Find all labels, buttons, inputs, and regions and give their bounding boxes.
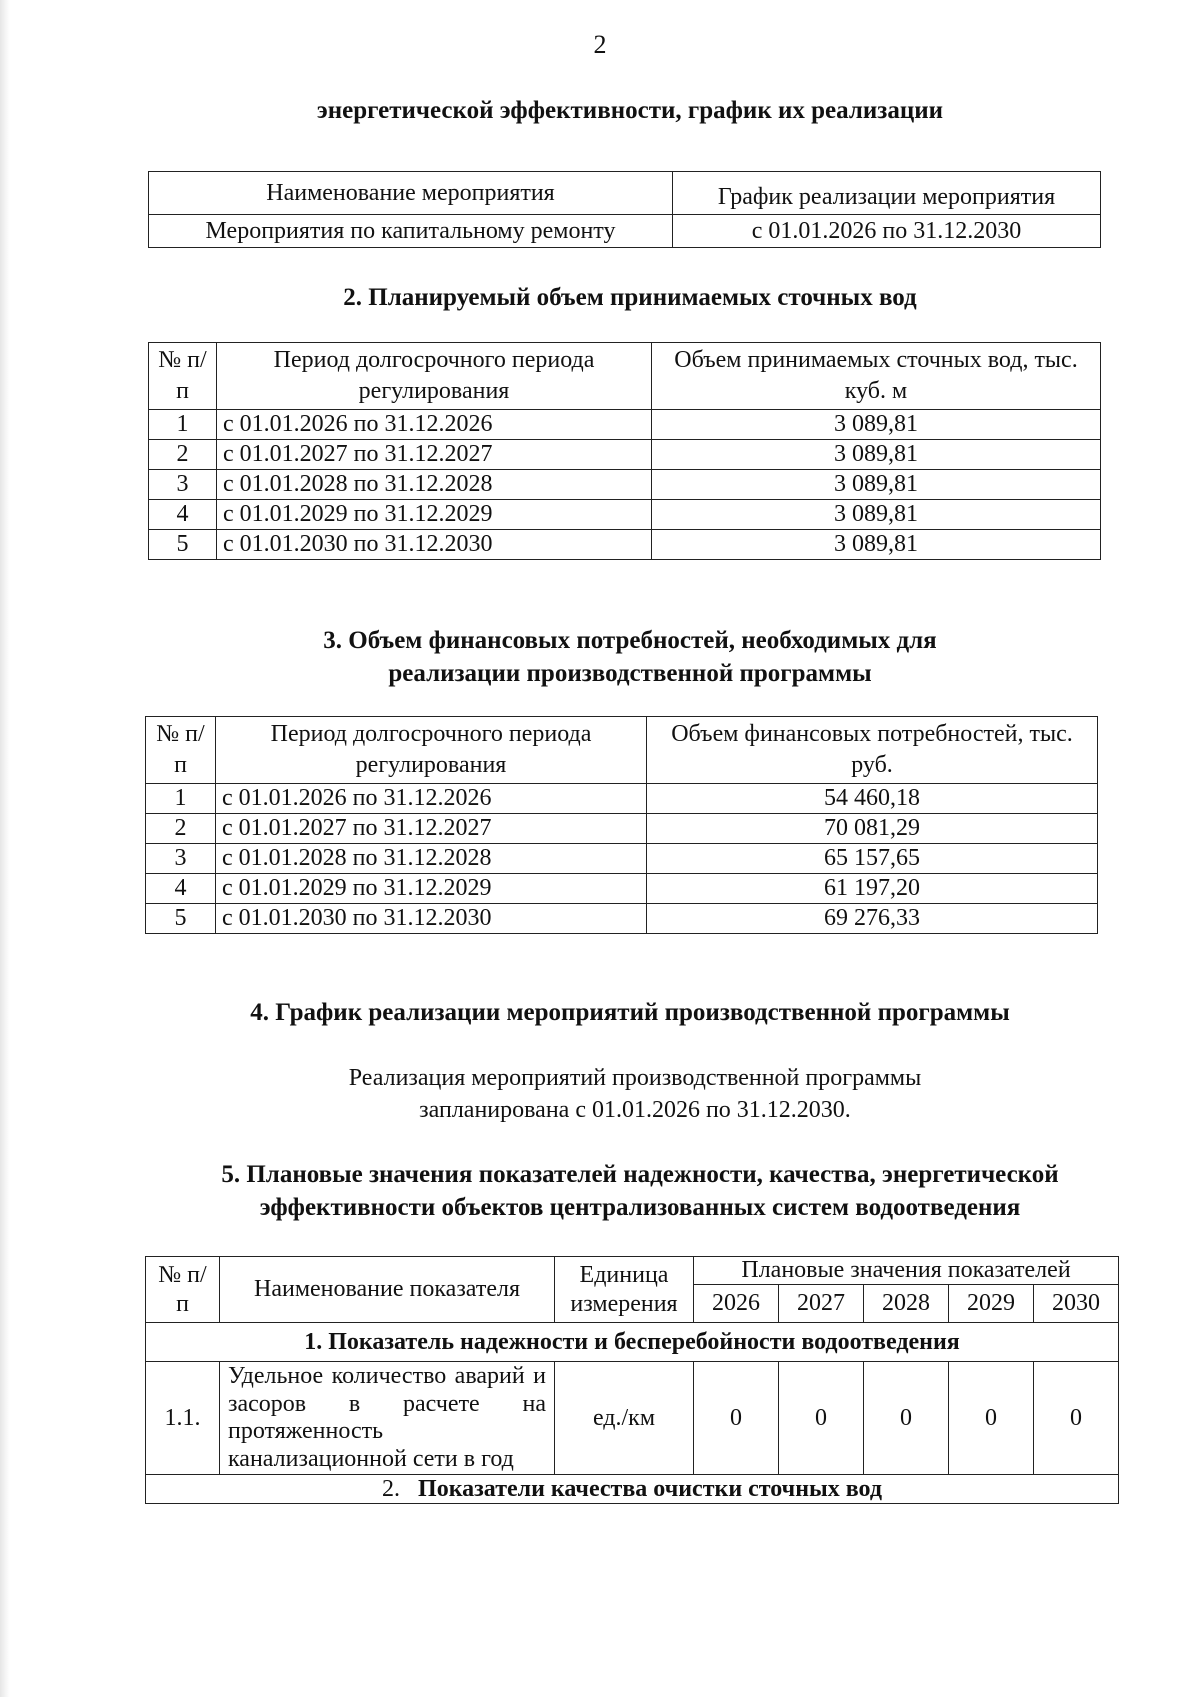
wastewater-volume-table — [148, 342, 1101, 560]
row-number: 1.1. — [146, 1362, 220, 1475]
value-cell: 65 157,65 — [647, 844, 1098, 874]
period-cell: с 01.01.2027 по 31.12.2027 — [217, 440, 652, 470]
group-row — [146, 1323, 1119, 1362]
header-cell: График реализации мероприятия — [673, 172, 1101, 215]
table-row — [149, 215, 1101, 248]
unit-cell: ед./км — [555, 1362, 694, 1475]
table-row — [149, 500, 1101, 530]
period-cell: с 01.01.2029 по 31.12.2029 — [217, 500, 652, 530]
section4-text-line1: Реализация мероприятий производственной программы — [348, 1065, 922, 1091]
value-cell: 0 — [1034, 1362, 1119, 1475]
page-edge-shadow — [0, 0, 10, 1697]
table-row — [149, 410, 1101, 440]
table-row — [146, 784, 1098, 814]
period-cell: с 01.01.2028 по 31.12.2028 — [217, 470, 652, 500]
table-header-row — [146, 717, 1098, 784]
section5-heading — [140, 1158, 1140, 1224]
section4-heading: 4. График реализации мероприятий производственной программы — [250, 999, 1010, 1026]
group-number: 2. — [382, 1476, 401, 1502]
header-cell: Период долгосрочного периода регулирования — [217, 343, 652, 410]
header-year-cell: 2028 — [864, 1285, 949, 1323]
indicator-name-cell: Удельное количество аварий и засоров в расчете на протяженность канализационной сети в год — [220, 1362, 555, 1475]
header-cell: Период долгосрочного периода регулирования — [216, 717, 647, 784]
value-cell: 54 460,18 — [647, 784, 1098, 814]
header-cell-name: Наименование показателя — [220, 1257, 555, 1323]
period-cell: с 01.01.2027 по 31.12.2027 — [216, 814, 647, 844]
header-cell: № п/п — [146, 717, 216, 784]
value-cell: 3 089,81 — [652, 470, 1101, 500]
value-cell: 0 — [779, 1362, 864, 1475]
table-row — [146, 904, 1098, 934]
row-number: 1 — [146, 784, 216, 814]
period-cell: с 01.01.2030 по 31.12.2030 — [216, 904, 647, 934]
header-cell: Объем финансовых потребностей, тыс. руб. — [647, 717, 1098, 784]
table-cell: Мероприятия по капитальному ремонту — [149, 215, 673, 248]
header-cell: № п/п — [149, 343, 217, 410]
section2-heading: 2. Планируемый объем принимаемых сточных вод — [343, 284, 917, 311]
group-heading-cell — [146, 1475, 1119, 1504]
indicators-table — [145, 1256, 1119, 1504]
header-year-cell: 2029 — [949, 1285, 1034, 1323]
header-year-cell: 2027 — [779, 1285, 864, 1323]
table-header-row — [149, 343, 1101, 410]
row-number: 4 — [146, 874, 216, 904]
group-heading-cell: 1. Показатель надежности и бесперебойности водоотведения — [146, 1323, 1119, 1362]
period-cell: с 01.01.2026 по 31.12.2026 — [216, 784, 647, 814]
table-row — [149, 440, 1101, 470]
row-number: 3 — [146, 844, 216, 874]
header-cell-num: № п/п — [146, 1257, 220, 1323]
row-number: 5 — [146, 904, 216, 934]
table-header-row — [149, 172, 1101, 215]
group-title: Показатели качества очистки сточных вод — [418, 1476, 882, 1502]
section3-heading-line2: реализации производственной программы — [388, 660, 872, 687]
row-number: 1 — [149, 410, 217, 440]
header-year-cell: 2026 — [694, 1285, 779, 1323]
header-cell: Объем принимаемых сточных вод, тыс. куб. м — [652, 343, 1101, 410]
table-row — [146, 844, 1098, 874]
section4-text — [200, 1062, 1070, 1126]
table-row — [146, 814, 1098, 844]
section5-heading-line2: эффективности объектов централизованных систем водоотведения — [259, 1194, 1021, 1221]
period-cell: с 01.01.2028 по 31.12.2028 — [216, 844, 647, 874]
section4-text-line2: запланирована с 01.01.2026 по 31.12.2030. — [419, 1097, 851, 1123]
value-cell: 3 089,81 — [652, 530, 1101, 560]
measures-table — [148, 171, 1101, 248]
table-cell: с 01.01.2026 по 31.12.2030 — [673, 215, 1101, 248]
period-cell: с 01.01.2026 по 31.12.2026 — [217, 410, 652, 440]
value-cell: 0 — [694, 1362, 779, 1475]
value-cell: 3 089,81 — [652, 440, 1101, 470]
header-year-cell: 2030 — [1034, 1285, 1119, 1323]
value-cell: 61 197,20 — [647, 874, 1098, 904]
page-number: 2 — [593, 30, 607, 59]
row-number: 2 — [146, 814, 216, 844]
financial-needs-table — [145, 716, 1098, 934]
header-cell-planned: Плановые значения показателей — [694, 1257, 1119, 1285]
group-row — [146, 1475, 1119, 1504]
table-row — [149, 530, 1101, 560]
table-header-row — [146, 1257, 1119, 1285]
table-row — [146, 1362, 1119, 1475]
row-number: 2 — [149, 440, 217, 470]
value-cell: 3 089,81 — [652, 500, 1101, 530]
header-cell-unit: Единица измерения — [555, 1257, 694, 1323]
section3-heading-line1: 3. Объем финансовых потребностей, необходимых для — [323, 627, 937, 654]
section3-heading — [130, 624, 1130, 690]
period-cell: с 01.01.2029 по 31.12.2029 — [216, 874, 647, 904]
period-cell: с 01.01.2030 по 31.12.2030 — [217, 530, 652, 560]
value-cell: 70 081,29 — [647, 814, 1098, 844]
section1-heading: энергетической эффективности, график их реализации — [316, 97, 944, 124]
value-cell: 69 276,33 — [647, 904, 1098, 934]
value-cell: 3 089,81 — [652, 410, 1101, 440]
row-number: 3 — [149, 470, 217, 500]
header-cell: Наименование мероприятия — [149, 172, 673, 215]
row-number: 4 — [149, 500, 217, 530]
table-row — [146, 874, 1098, 904]
value-cell: 0 — [949, 1362, 1034, 1475]
row-number: 5 — [149, 530, 217, 560]
section5-heading-line1: 5. Плановые значения показателей надежности, качества, энергетической — [221, 1161, 1059, 1188]
table-row — [149, 470, 1101, 500]
value-cell: 0 — [864, 1362, 949, 1475]
